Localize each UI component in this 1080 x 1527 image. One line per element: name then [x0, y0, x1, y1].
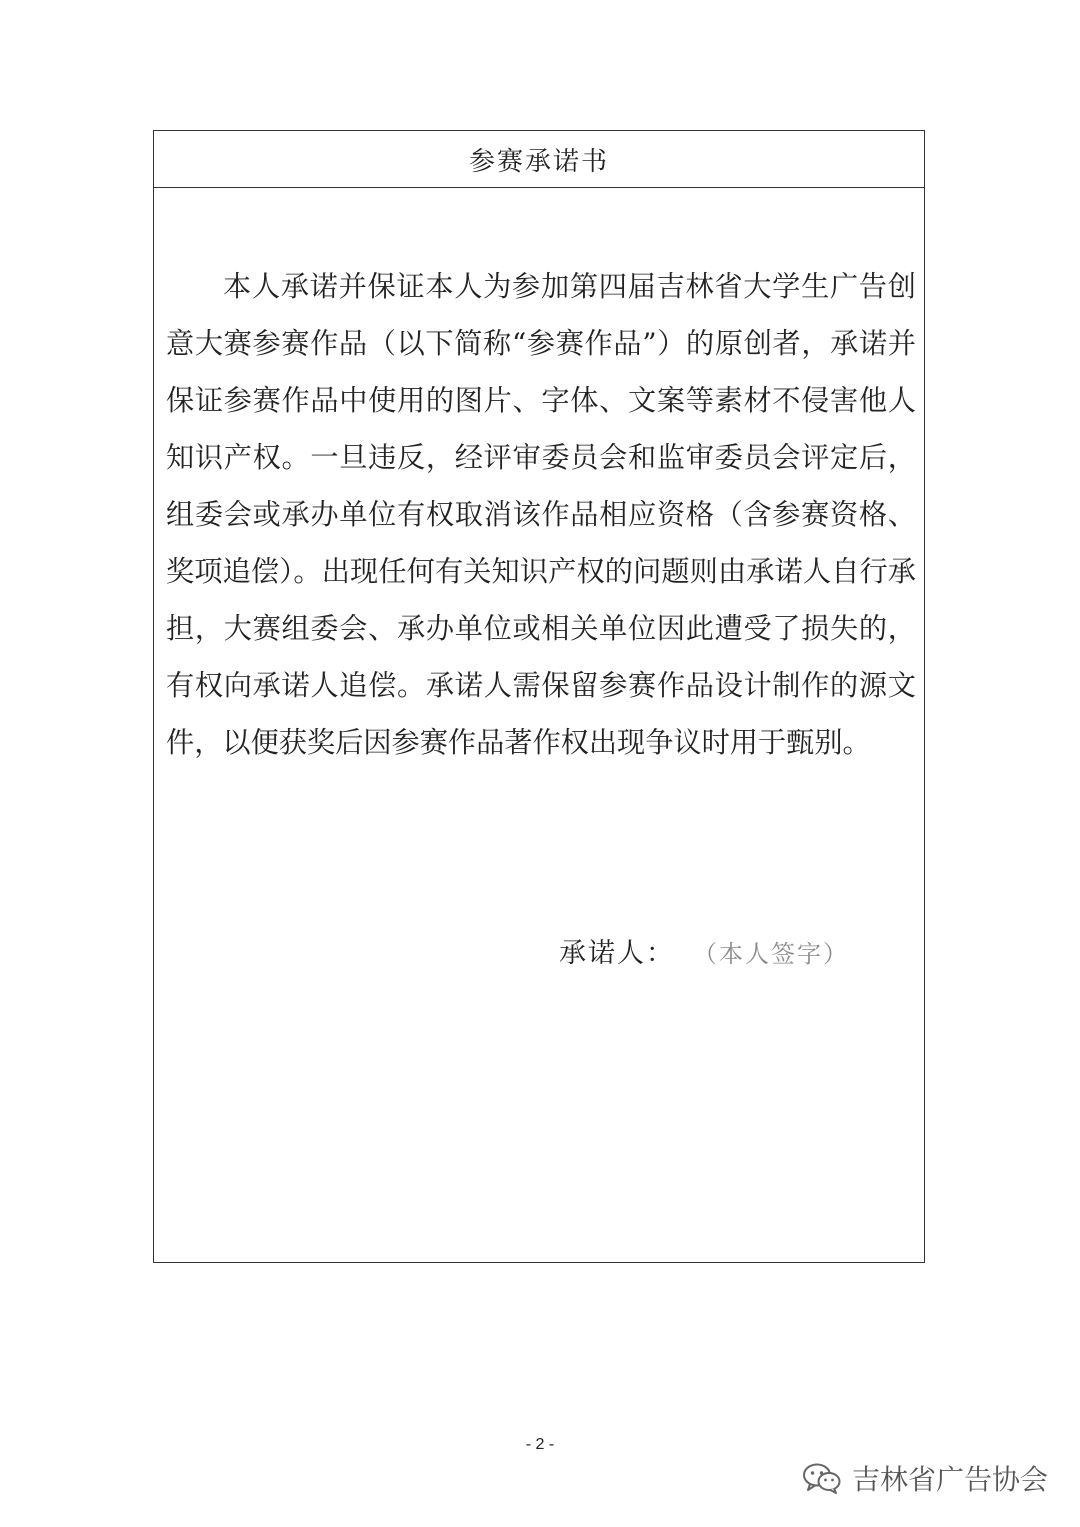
page-number: - 2 - [525, 1436, 555, 1453]
pledge-body-text: 本人承诺并保证本人为参加第四届吉林省大学生广告创意大赛参赛作品（以下简称“参赛作品”）的原创者，承诺并保证参赛作品中使用的图片、字体、文案等素材不侵害他人知识产权。一旦违反，经评审委员会和监审委员会评定后，组委会或承办单位有权取消该作品相应资格（含参赛资格、奖项追偿）。出现任何有关知识产权的问题则由承诺人自行承担，大赛组委会、承办单位或相关单位因此遭受了损失的，有权向承诺人追偿。承诺人需保留参赛作品设计制作的源文件，以便获奖后因参赛作品著作权出现争议时用于甄别。 [166, 270, 916, 759]
watermark-text: 吉林省广告协会 [851, 1463, 1048, 1496]
watermark [802, 1458, 1048, 1498]
form-title-row [154, 131, 924, 188]
signer-label: 承诺人： [559, 938, 675, 969]
wechat-icon [802, 1462, 842, 1494]
pledge-form-table [153, 130, 925, 1263]
signature-hint: （本人签字） [693, 940, 849, 968]
signature-line [559, 931, 849, 970]
form-title: 参赛承诺书 [468, 146, 609, 177]
